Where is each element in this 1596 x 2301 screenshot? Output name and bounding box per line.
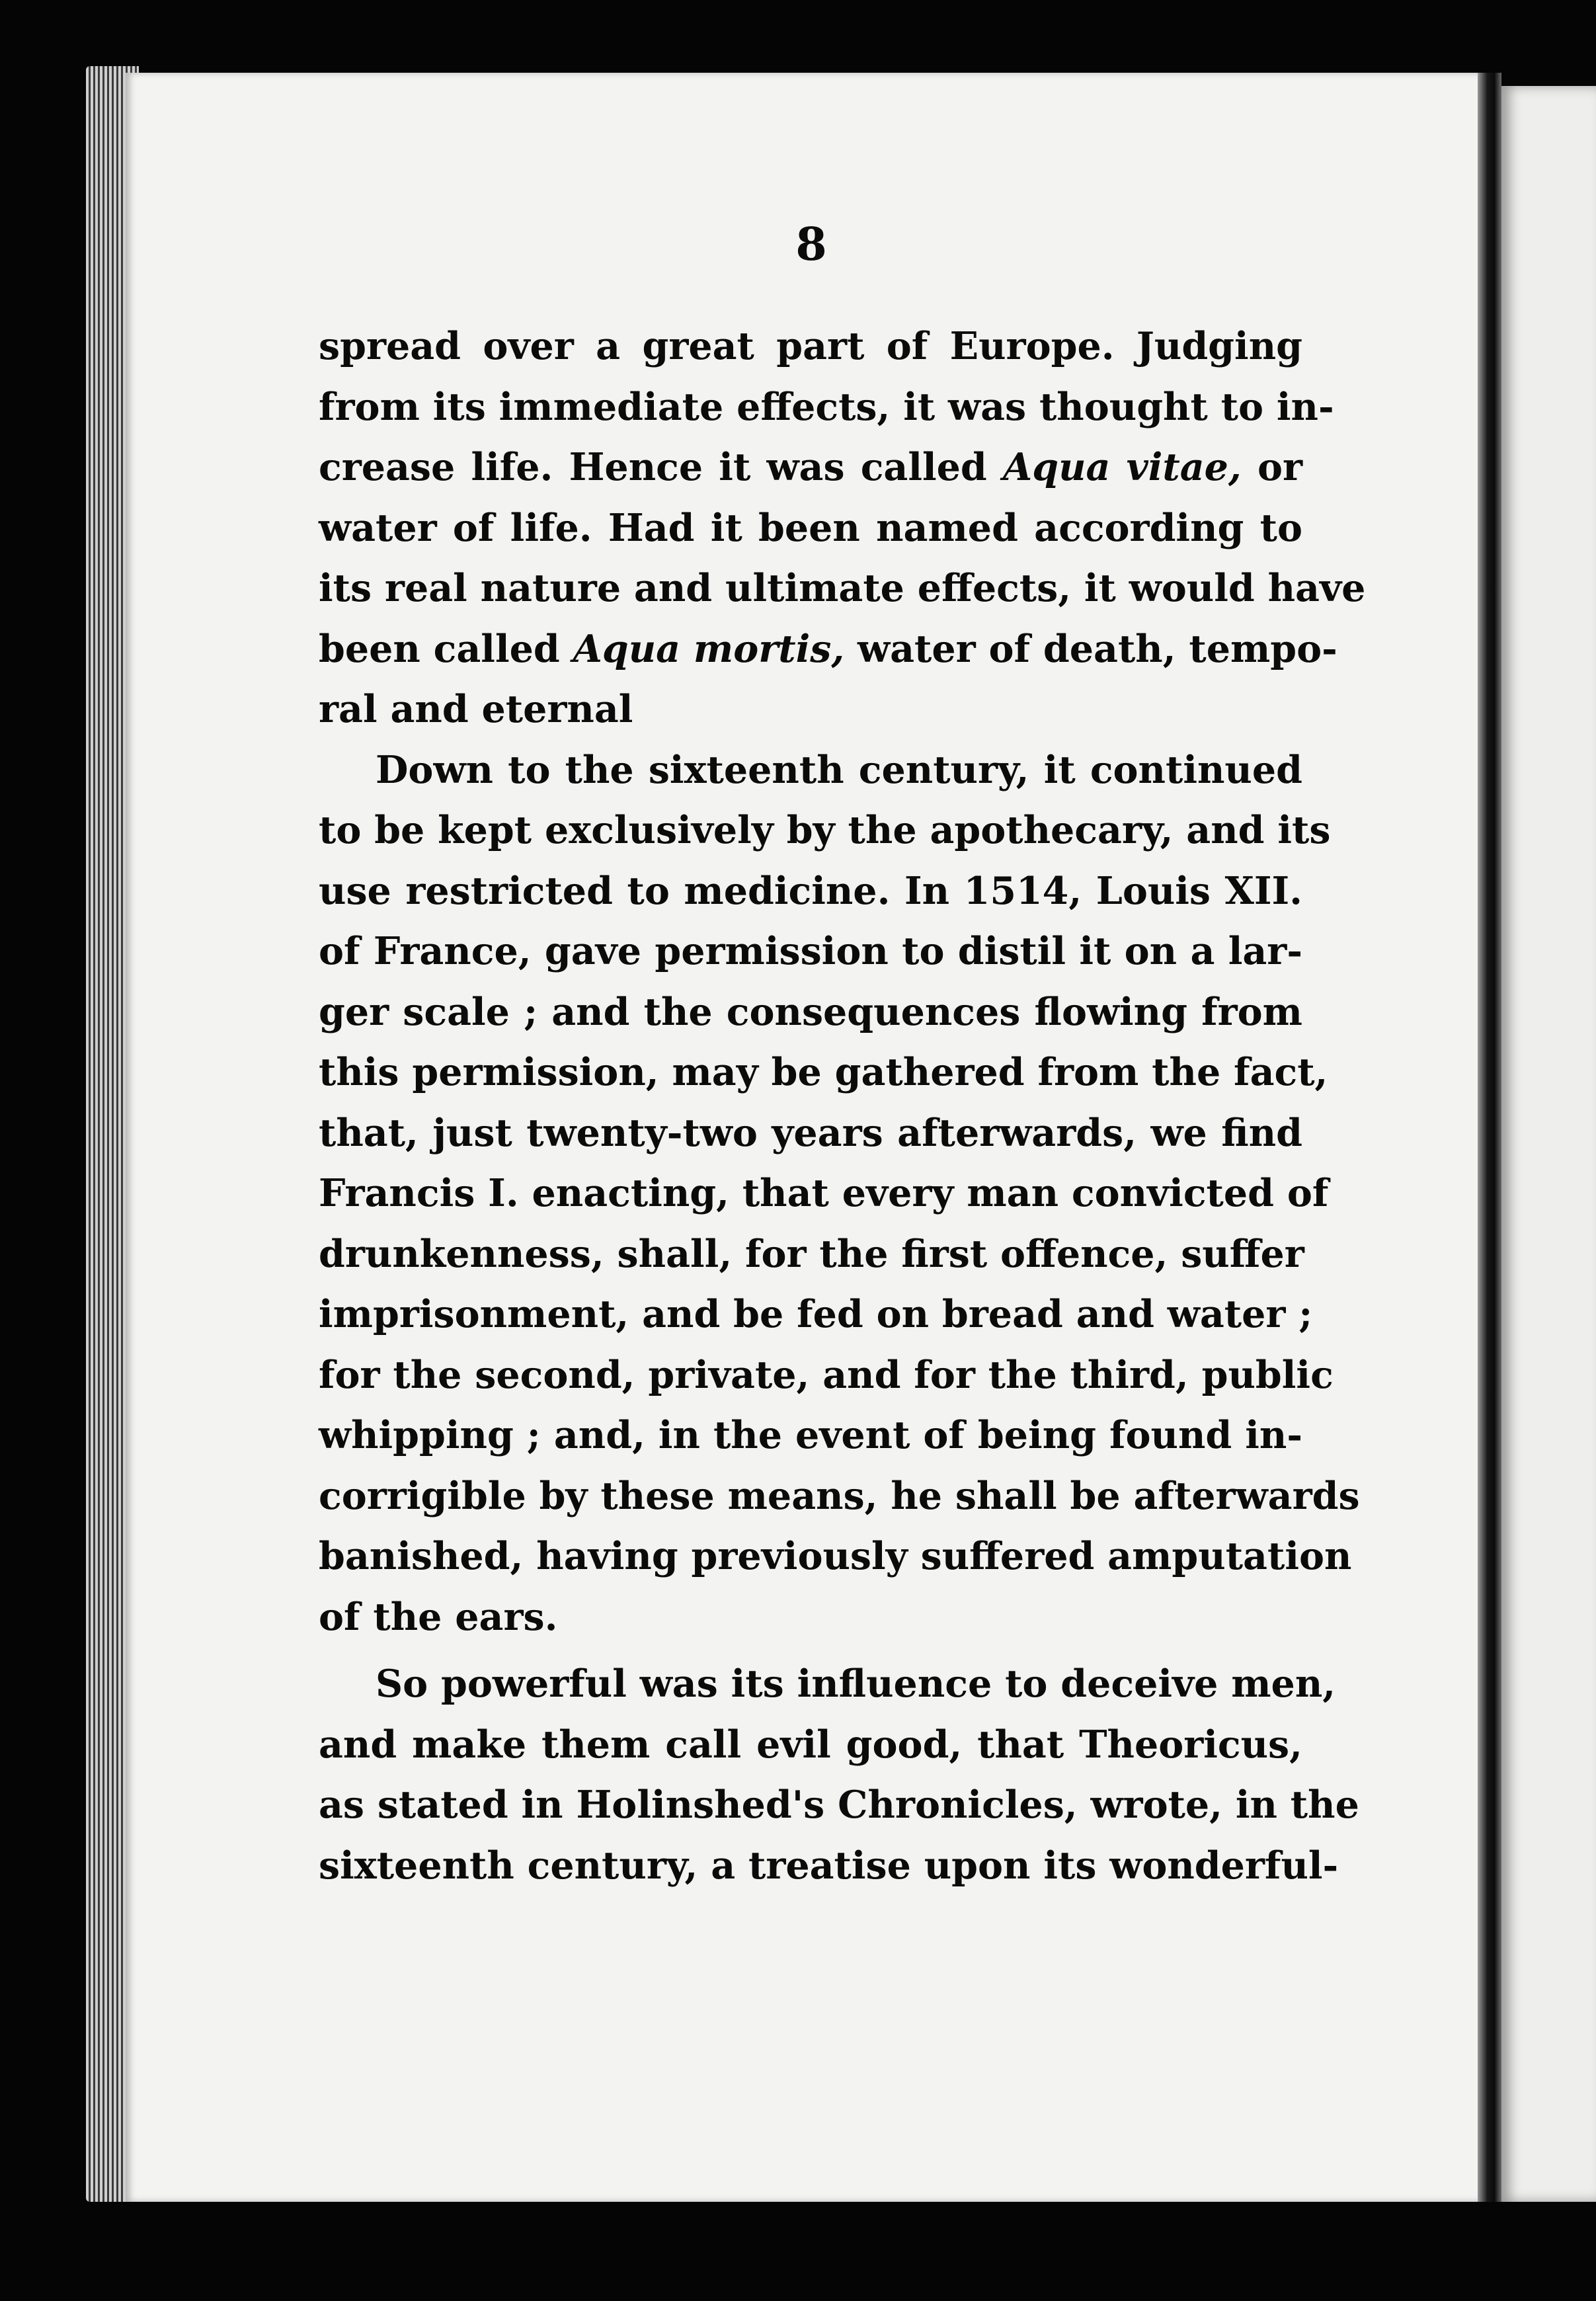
text-line-13: this permission, may be gathered from the fact,	[319, 1050, 1328, 1094]
text-line-19: whipping ; and, in the event of being found in-	[319, 1413, 1302, 1457]
text-line-4: water of life. Had it been named according to	[319, 505, 1302, 550]
text-line-24: and make them call evil good, that Theoricus,	[319, 1722, 1302, 1767]
text-line-15: Francis I. enacting, that every man convicted of	[319, 1171, 1329, 1215]
text-line-3	[319, 437, 1302, 498]
text-line-12: ger scale ; and the consequences flowing from	[319, 989, 1302, 1034]
facing-page	[1501, 86, 1596, 2202]
text-line-14: that, just twenty-two years afterwards, we find	[319, 1110, 1302, 1155]
text-line-21: banished, having previously suffered amputation	[319, 1534, 1352, 1578]
text-line-6	[319, 619, 1337, 680]
body-text	[319, 316, 1366, 1896]
aqua-vitae-italic: Aqua vitae,	[1002, 445, 1242, 489]
text-line-6-start: been called	[319, 626, 560, 671]
paragraph-gap	[319, 1647, 1302, 1654]
text-line-18: for the second, private, and for the third, public	[319, 1352, 1334, 1397]
text-line-7: ral and eternal	[319, 687, 633, 731]
text-line-20: corrigible by these means, he shall be afterwards	[319, 1473, 1360, 1518]
text-line-23: So powerful was its influence to deceive men,	[376, 1662, 1336, 1706]
text-line-10: use restricted to medicine. In 1514, Louis XII.	[319, 868, 1302, 913]
text-line-9: to be kept exclusively by the apothecary, and its	[319, 808, 1331, 852]
text-line-1: spread over a great part of Europe. Judging	[319, 324, 1302, 368]
text-line-8: Down to the sixteenth century, it continued	[376, 747, 1302, 792]
text-line-17: imprisonment, and be fed on bread and water ;	[319, 1292, 1313, 1336]
text-line-6-end: water of death, tempo-	[844, 626, 1337, 671]
page-number: 8	[795, 218, 827, 271]
text-line-2: from its immediate effects, it was thought to in-	[319, 384, 1334, 429]
aqua-mortis-italic: Aqua mortis,	[573, 626, 845, 671]
text-line-22: of the ears.	[319, 1594, 558, 1639]
text-line-5: its real nature and ultimate effects, it would have	[319, 566, 1366, 610]
book-gutter	[1478, 73, 1501, 2202]
text-line-3-start: crease life. Hence it was called	[319, 445, 987, 489]
text-line-26: sixteenth century, a treatise upon its wonderful-	[319, 1843, 1339, 1888]
text-line-3-end: or	[1241, 445, 1302, 489]
text-line-11: of France, gave permission to distil it on a lar-	[319, 929, 1302, 973]
text-line-25: as stated in Holinshed's Chronicles, wrote, in the	[319, 1783, 1359, 1827]
text-line-16: drunkenness, shall, for the first offence, suffer	[319, 1231, 1304, 1276]
